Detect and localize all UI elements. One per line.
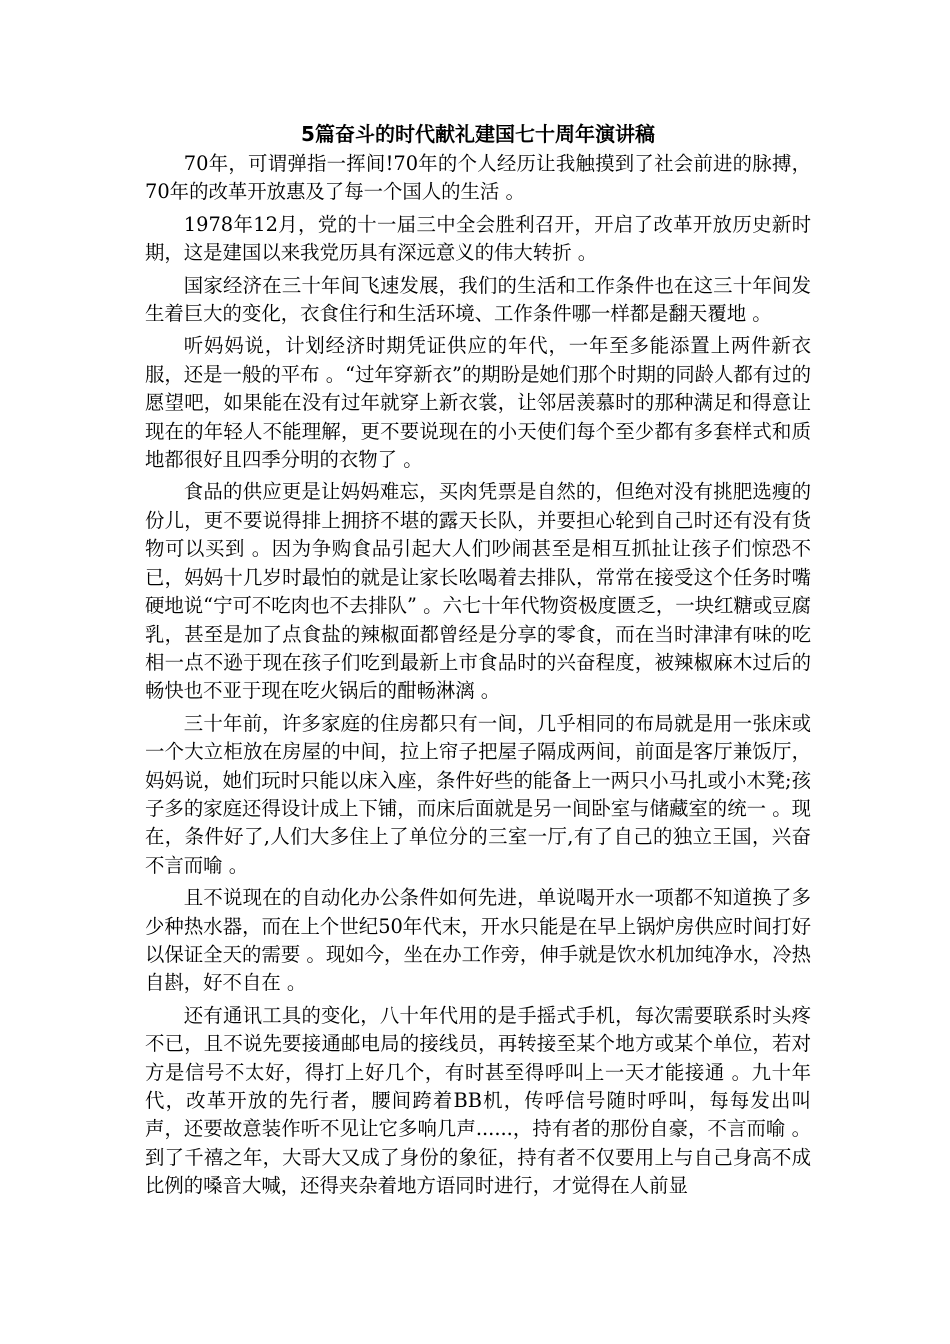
document-title: 5篇奋斗的时代献礼建国七十周年演讲稿 — [301, 122, 655, 146]
paragraph-1: 70年，可谓弹指一挥间!70年的个人经历让我触摸到了社会前进的脉搏，70年的改革开放惠及了每一个国人的生活 。 — [145, 152, 811, 204]
paragraph-8: 还有通讯工具的变化，八十年代用的是手摇式手机，每次需要联系时头疼不已，且不说先要接通邮电局的接线员，再转接至某个地方或某个单位，若对方是信号不太好，得打上好几个，有时甚至得呼叫上一天才能接通 。九十年代，改革开放的先行者，腰间跨着BB机，传呼信号随时呼叫，每每发出叫声，还要故意装作听不见让它多响几声......，持有者的那份自豪，不言而喻 。到了千禧之年，大哥大又成了身份的象征，持有者不仅要用上与自己身高不成比例的嗓音大喊，还得夹杂着地方语同时进行，才觉得在人前显 — [145, 1003, 811, 1198]
paragraph-6: 三十年前，许多家庭的住房都只有一间，几乎相同的布局就是用一张床或一个大立柜放在房屋的中间，拉上帘子把屋子隔成两间，前面是客厅兼饭厅，妈妈说，她们玩时只能以床入座，条件好些的能备上一两只小马扎或小木凳;孩子多的家庭还得设计成上下铺，而床后面就是另一间卧室与储藏室的统一 。现在，条件好了,人们大多住上了单位分的三室一厅,有了自己的独立王国，兴奋不言而喻 。 — [145, 711, 811, 877]
paragraph-7: 且不说现在的自动化办公条件如何先进，单说喝开水一项都不知道换了多少种热水器，而在上个世纪50年代末，开水只能是在早上锅炉房供应时间打好以保证全天的需要 。现如今，坐在办工作旁，伸手就是饮水机加纯净水，冷热自斟，好不自在 。 — [145, 886, 811, 995]
paragraph-3: 国家经济在三十年间飞速发展，我们的生活和工作条件也在这三十年间发生着巨大的变化，衣食住行和生活环境、工作条件哪一样都是翻天覆地 。 — [145, 273, 811, 326]
document-page — [145, 120, 811, 1205]
paragraph-2: 1978年12月，党的十一届三中全会胜利召开，开启了改革开放历史新时期，这是建国以来我党历具有深远意义的伟大转折 。 — [145, 212, 811, 265]
paragraph-5: 食品的供应更是让妈妈难忘，买肉凭票是自然的，但绝对没有挑肥选瘦的份儿，更不要说得排上拥挤不堪的露天长队，并要担心轮到自己时还有没有货物可以买到 。因为争购食品引起大人们吵闹甚至是相互抓扯让孩子们惊恐不已，妈妈十几岁时最怕的就是让家长吆喝着去排队，常常在接受这个任务时嘴硬地说“宁可不吃肉也不去排队” 。六七十年代物资极度匮乏，一块红糖或豆腐乳，甚至是加了点食盐的辣椒面都曾经是分享的零食，而在当时津津有味的吃相一点不逊于现在孩子们吃到最新上市食品时的兴奋程度，被辣椒麻木过后的畅快也不亚于现在吃火锅后的酣畅淋漓 。 — [145, 480, 811, 703]
paragraph-4: 听妈妈说，计划经济时期凭证供应的年代，一年至多能添置上两件新衣服，还是一般的平布 。“过年穿新衣”的期盼是她们那个时期的同龄人都有过的愿望吧，如果能在没有过年就穿上新衣裳，让邻居羡慕时的那种满足和得意让现在的年轻人不能理解，更不要说现在的小天使们每个至少都有多套样式和质地都很好且四季分明的衣物了 。 — [145, 334, 811, 472]
